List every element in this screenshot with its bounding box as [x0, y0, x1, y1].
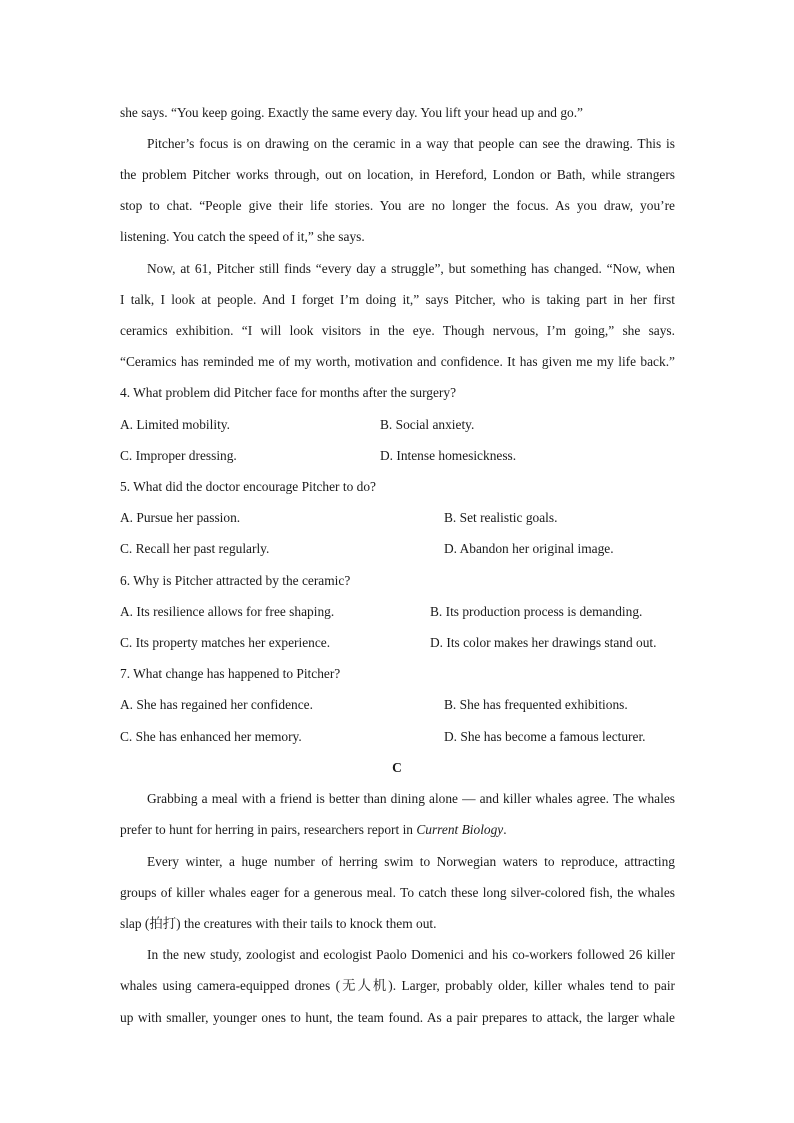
option-a: A. Its resilience allows for free shaping. [120, 604, 335, 619]
passage-line: Now, at 61, Pitcher still finds “every day a struggle”, but something has changed. “Now, when [147, 261, 675, 276]
option-c: C. Recall her past regularly. [120, 541, 270, 556]
question-stem: 6. Why is Pitcher attracted by the ceramic? [120, 573, 351, 588]
option-b: B. Its production process is demanding. [430, 604, 643, 619]
passage-line: Pitcher’s focus is on drawing on the ceramic in a way that people can see the drawing. This is [147, 136, 675, 151]
passage-line: stop to chat. “People give their life stories. You are no longer the focus. As you draw, you’re [120, 198, 675, 213]
journal-name: Current Biology [416, 822, 504, 837]
option-c: C. Improper dressing. [120, 448, 237, 463]
option-b: B. She has frequented exhibitions. [444, 697, 628, 712]
option-d: D. Intense homesickness. [380, 448, 517, 463]
question-stem: 7. What change has happened to Pitcher? [120, 666, 341, 681]
passage-line: In the new study, zoologist and ecologist Paolo Domenici and his co-workers followed 26 killer [147, 947, 675, 962]
option-a: A. Pursue her passion. [120, 510, 241, 525]
passage-line: Grabbing a meal with a friend is better than dining alone — and killer whales agree. The whales [147, 791, 675, 806]
passage-line: ceramics exhibition. “I will look visitors in the eye. Though nervous, I’m going,” she says. [120, 323, 675, 338]
passage-line: she says. “You keep going. Exactly the same every day. You lift your head up and go.” [120, 105, 584, 120]
passage-text: . [503, 822, 507, 837]
passage-line: whales using camera-equipped drones (无人机). Larger, probably older, killer whales tend to pair [120, 978, 675, 993]
passage-line [120, 821, 675, 839]
option-a: A. Limited mobility. [120, 417, 230, 432]
option-d: D. Its color makes her drawings stand out. [430, 635, 657, 650]
passage-line: I talk, I look at people. And I forget I’m doing it,” says Pitcher, who is taking part in her first [120, 292, 675, 307]
option-d: D. She has become a famous lecturer. [444, 729, 646, 744]
passage-line: “Ceramics has reminded me of my worth, motivation and confidence. It has given me my life back.” [120, 354, 675, 369]
option-b: B. Social anxiety. [380, 417, 475, 432]
option-b: B. Set realistic goals. [444, 510, 558, 525]
passage-text: prefer to hunt for herring in pairs, researchers report in [120, 822, 417, 837]
option-d: D. Abandon her original image. [444, 541, 614, 556]
section-heading: C [392, 760, 402, 775]
option-c: C. Its property matches her experience. [120, 635, 331, 650]
question-stem: 4. What problem did Pitcher face for months after the surgery? [120, 385, 457, 400]
passage-line: listening. You catch the speed of it,” she says. [120, 229, 365, 244]
passage-line: the problem Pitcher works through, out on location, in Hereford, London or Bath, while strangers [120, 167, 675, 182]
passage-line: slap (拍打) the creatures with their tails to knock them out. [120, 916, 437, 931]
option-a: A. She has regained her confidence. [120, 697, 313, 712]
passage-line: Every winter, a huge number of herring swim to Norwegian waters to reproduce, attracting [147, 854, 675, 869]
option-c: C. She has enhanced her memory. [120, 729, 302, 744]
question-stem: 5. What did the doctor encourage Pitcher to do? [120, 479, 376, 494]
passage-line: up with smaller, younger ones to hunt, the team found. As a pair prepares to attack, the larger whale [120, 1010, 675, 1025]
passage-line: groups of killer whales eager for a generous meal. To catch these long silver-colored fish, the whales [120, 885, 675, 900]
